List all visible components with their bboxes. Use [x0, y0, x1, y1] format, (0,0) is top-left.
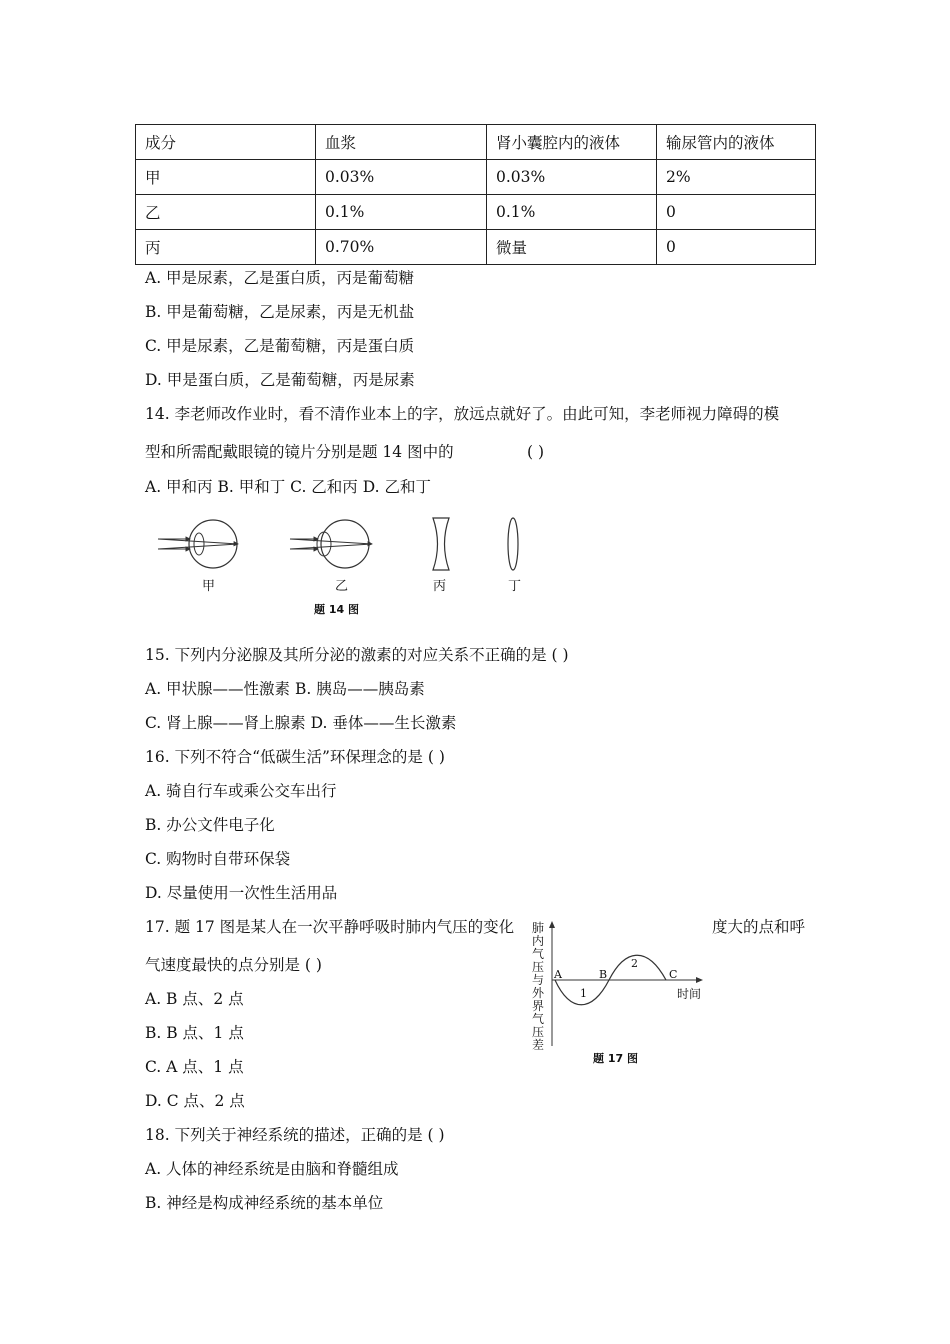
- region-1-label: 1: [580, 987, 587, 1000]
- q13-option-d: D. 甲是蛋白质，乙是葡萄糖，丙是尿素: [145, 371, 415, 389]
- table-cell: 甲: [136, 160, 316, 195]
- table-header-cell: 输尿管内的液体: [657, 125, 816, 160]
- q16-option-a: A. 骑自行车或乘公交车出行: [145, 782, 337, 800]
- table-header-row: [136, 125, 816, 160]
- q15-options-ab: A. 甲状腺——性激素 B. 胰岛——胰岛素: [145, 680, 425, 698]
- table-header-cell: 成分: [136, 125, 316, 160]
- q16-option-b: B. 办公文件电子化: [145, 816, 275, 834]
- point-a-label: A: [554, 968, 562, 981]
- graph-x-axis-label: 时间: [677, 987, 702, 1001]
- y-axis-arrow-icon: [549, 921, 555, 928]
- point-c-label: C: [669, 968, 678, 981]
- q17-figure-caption: 题 17 图: [593, 1052, 638, 1065]
- composition-table: [135, 124, 816, 265]
- y-axis-label-char: 肺: [532, 921, 545, 935]
- y-axis-label-char: 压: [532, 1025, 545, 1039]
- y-axis-label-char: 气: [532, 947, 545, 961]
- y-axis-label-char: 压: [532, 960, 545, 974]
- concave-lens-icon: [433, 518, 449, 570]
- q17-option-b: B. B 点、1 点: [145, 1024, 244, 1042]
- q14-stem-line2: 型和所需配戴眼镜的镜片分别是题 14 图中的: [145, 443, 454, 461]
- q14-options: A. 甲和丙 B. 甲和丁 C. 乙和丙 D. 乙和丁: [145, 478, 431, 496]
- q14-answer-bracket: ( ): [527, 443, 545, 461]
- table-cell: 0.03%: [487, 160, 657, 195]
- q17-stem-left: 17. 题 17 图是某人在一次平静呼吸时肺内气压的变化: [145, 918, 515, 936]
- table-cell: 0.1%: [316, 195, 487, 230]
- q17-option-c: C. A 点、1 点: [145, 1058, 244, 1076]
- table-header-cell: 肾小囊腔内的液体: [487, 125, 657, 160]
- table-header-cell: 血浆: [316, 125, 487, 160]
- q13-option-a: A. 甲是尿素，乙是蛋白质，丙是葡萄糖: [145, 269, 415, 287]
- table-cell: 乙: [136, 195, 316, 230]
- fig-label-yi: 乙: [335, 579, 349, 594]
- q14-figure-caption: 题 14 图: [314, 603, 359, 616]
- table-cell: 0.70%: [316, 230, 487, 265]
- q13-option-b: B. 甲是葡萄糖，乙是尿素，丙是无机盐: [145, 303, 415, 321]
- q17-option-d: D. C 点、2 点: [145, 1092, 245, 1110]
- table-cell: 0.1%: [487, 195, 657, 230]
- x-axis-arrow-icon: [696, 977, 703, 983]
- q18-stem: 18. 下列关于神经系统的描述，正确的是 ( ): [145, 1126, 445, 1144]
- table-cell: 丙: [136, 230, 316, 265]
- q16-option-c: C. 购物时自带环保袋: [145, 850, 291, 868]
- y-axis-label-char: 界: [532, 999, 545, 1013]
- q15-stem: 15. 下列内分泌腺及其所分泌的激素的对应关系不正确的是 ( ): [145, 646, 569, 664]
- q15-options-cd: C. 肾上腺——肾上腺素 D. 垂体——生长激素: [145, 714, 457, 732]
- table-row: [136, 195, 816, 230]
- table-cell: 微量: [487, 230, 657, 265]
- q14-stem-line1: 14. 李老师改作业时，看不清作业本上的字，放远点就好了。由此可知，李老师视力障碍的模: [145, 405, 780, 423]
- point-b-label: B: [599, 968, 608, 981]
- eye-diagram-jia: [158, 520, 238, 568]
- table-row: [136, 230, 816, 265]
- table-cell: 0: [657, 195, 816, 230]
- y-axis-label-char: 与: [532, 973, 545, 987]
- q18-option-a: A. 人体的神经系统是由脑和脊髓组成: [145, 1160, 399, 1178]
- q16-option-d: D. 尽量使用一次性生活用品: [145, 884, 338, 902]
- q17-stem-right: 度大的点和呼: [712, 918, 806, 936]
- y-axis-label-char: 气: [532, 1012, 545, 1026]
- table-cell: 0.03%: [316, 160, 487, 195]
- q17-stem-line2: 气速度最快的点分别是 ( ): [145, 956, 322, 974]
- table-row: [136, 160, 816, 195]
- table-cell: 2%: [657, 160, 816, 195]
- q16-stem: 16. 下列不符合“低碳生活”环保理念的是 ( ): [145, 748, 445, 766]
- y-axis-label-char: 外: [532, 986, 545, 1000]
- y-axis-label-char: 差: [532, 1038, 545, 1052]
- q13-option-c: C. 甲是尿素，乙是葡萄糖，丙是蛋白质: [145, 337, 415, 355]
- convex-lens-icon: [508, 518, 518, 570]
- q17-option-a: A. B 点、2 点: [145, 990, 244, 1008]
- eye-diagram-yi: [290, 520, 372, 568]
- q17-pressure-graph: [530, 918, 710, 1052]
- region-2-label: 2: [631, 957, 638, 970]
- fig-label-jia: 甲: [202, 579, 216, 594]
- fig-label-bing: 丙: [433, 579, 447, 594]
- y-axis-label-char: 内: [532, 934, 545, 948]
- table-cell: 0: [657, 230, 816, 265]
- q18-option-b: B. 神经是构成神经系统的基本单位: [145, 1194, 384, 1212]
- fig-label-ding: 丁: [508, 579, 522, 594]
- pressure-curve-svg: [530, 918, 710, 1048]
